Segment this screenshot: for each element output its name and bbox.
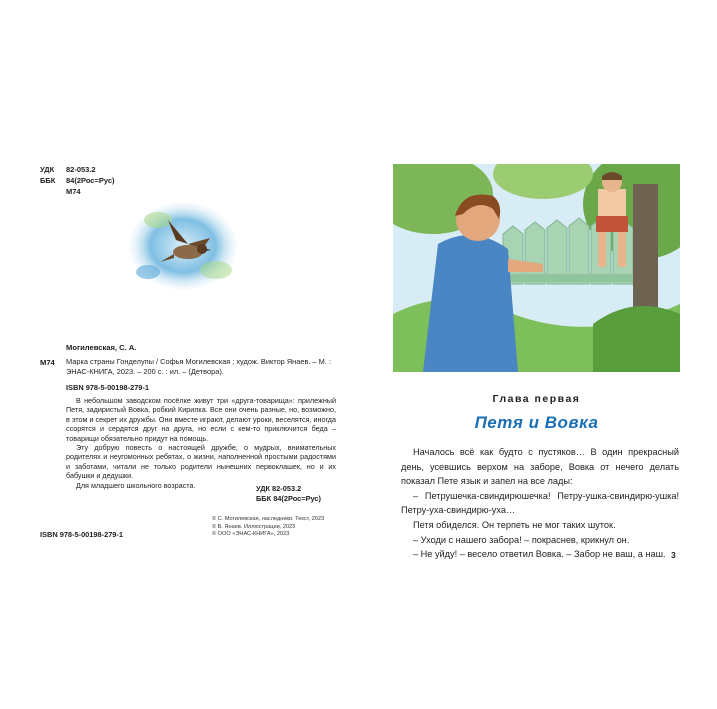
- text-paragraph: Началось всё как будто с пустяков… В один прекрасный день, усевшись верхом на заборе, Вовка от нечего делать показал Пете язык и запел на все лады:: [401, 447, 679, 487]
- annotation-paragraph: В небольшом заводском посёлке живут три «друга-товарища»: прилежный Петя, задиристый Вовка, робкий Кирилка. Все они очень разные, но, возможно, в этом и секрет их дружбы. Они вместе играют, делают уроки, веселятся, иногда ссорятся и сердятся друг на друга, но если с кем-то приключится беда – товарищи обязательно придут на помощь.: [66, 396, 336, 443]
- sparrow-illustration: [128, 200, 238, 292]
- text-paragraph: – Не уйду! – весело ответил Вовка. – Забор не ваш, а наш.: [413, 549, 666, 560]
- isbn-record: ISBN 978-5-00198-279-1: [66, 383, 149, 392]
- udk-bbk-right: УДК 82-053.2 ББК 84(2Рос=Рус): [256, 484, 321, 503]
- annotation: [66, 396, 336, 490]
- author-name: Могилевская, С. А.: [66, 343, 137, 352]
- copyright-block: © С. Могилевская, наследники. Текст, 2023 © В. Янаев. Иллюстрации, 2023 © ООО «ЭНАС-КНИГА», 2023: [212, 516, 325, 538]
- text-paragraph: – Уходи с нашего забора! – покраснев, крикнул он.: [413, 534, 630, 545]
- chapter-label: Глава первая: [492, 393, 581, 405]
- annotation-paragraph: Эту добрую повесть о настоящей дружбе, о мудрых, внимательных родителях и неугомонных ребятах, о жизни, наполненной простыми радостями и заботами, читали не только родители нынешних первоклашек, но и их бабушки и дедушки.: [66, 443, 336, 481]
- classification-block: УДК 82-053.2 ББК 84(2Рос=Рус) М74: [40, 165, 115, 196]
- text-paragraph: Петя обиделся. Он терпеть не мог таких шуток.: [413, 519, 616, 530]
- text-paragraph: – Петрушечка-свиндирюшечка! Петру-ушка-свиндирю-ушка! Петру-уха-свиндирю-уха…: [401, 490, 679, 516]
- page-number: 3: [671, 550, 676, 560]
- annotation-paragraph: Для младшего школьного возраста.: [76, 480, 196, 490]
- bibliographic-record: Марка страны Гонделупы / Софья Могилевская ; худож. Виктор Янаев. – М. : ЭНАС-КНИГА, 2023. – 200 с. : ил. – (Детвора).: [66, 357, 332, 376]
- right-page: [358, 0, 717, 709]
- boys-fence-illustration: [393, 164, 680, 372]
- left-page: [0, 0, 358, 709]
- isbn-bottom: ISBN 978-5-00198-279-1: [40, 530, 123, 539]
- index-mark: М74: [40, 358, 55, 367]
- chapter-text: [401, 445, 679, 562]
- chapter-title: Петя и Вовка: [474, 413, 599, 432]
